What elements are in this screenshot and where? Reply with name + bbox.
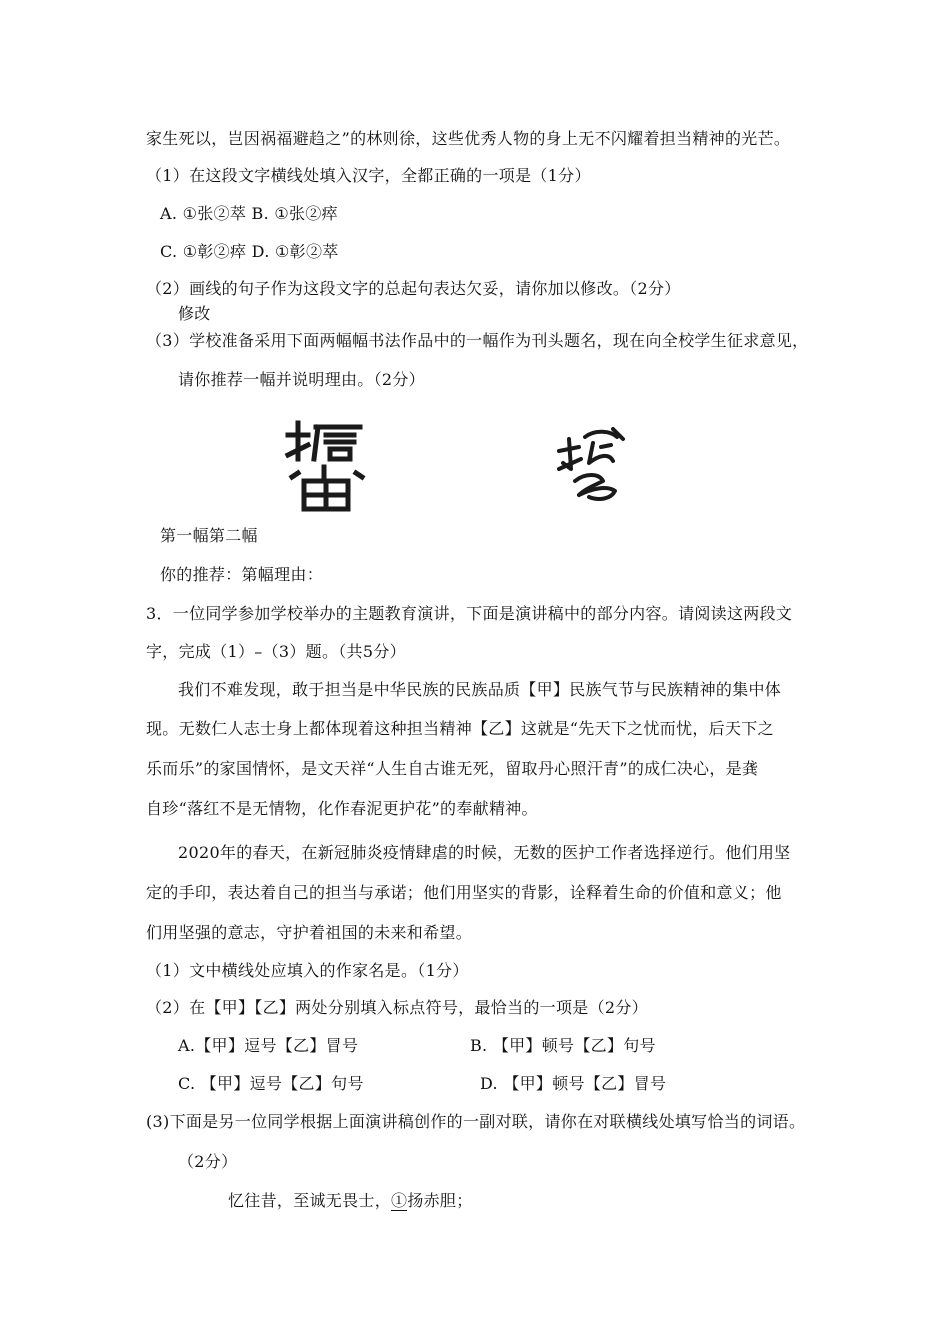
s3-question-1: （1）文中横线处应填入的作家名是。（1分） — [146, 961, 469, 980]
couplet-line — [228, 1191, 473, 1211]
calligraphy-work-2 — [555, 423, 635, 505]
calligraphy-captions: 第一幅第二幅 — [160, 526, 258, 545]
passage-1-line-2: 现。无数仁人志士身上都体现着这种担当精神【乙】这就是“先天下之忧而忧，后天下之 — [146, 719, 774, 738]
section-3-intro: 3．一位同学参加学校举办的主题教育演讲，下面是演讲稿中的部分内容。请阅读这两段文 — [146, 604, 793, 623]
passage-2-line-2: 定的手印，表达着自己的担当与承诺；他们用坚实的背影，诠释着生命的价值和意义；他 — [146, 883, 782, 902]
passage-1-line-1: 我们不难发现，敢于担当是中华民族的民族品质【甲】民族气节与民族精神的集中体 — [178, 680, 782, 699]
calligraphy-work-1 — [282, 415, 372, 515]
options-cd: C. ①彰②瘁 D. ①彰②萃 — [160, 242, 339, 261]
couplet-pre: 忆往昔，至诚无畏士， — [228, 1191, 392, 1210]
couplet-post: 扬赤胆； — [407, 1191, 473, 1210]
question-1: （1）在这段文字横线处填入汉字，全都正确的一项是（1分） — [146, 166, 591, 185]
line-1: 家生死以，岂因祸福避趋之”的林则徐，这些优秀人物的身上无不闪耀着担当精神的光芒。 — [146, 129, 791, 148]
question-3-cont: 请你推荐一幅并说明理由。（2分） — [178, 370, 425, 389]
s3-question-2: （2）在【甲】【乙】两处分别填入标点符号，最恰当的一项是（2分） — [146, 998, 648, 1017]
option-a: A.【甲】逗号【乙】冒号 — [178, 1036, 359, 1055]
passage-2-line-1: 2020年的春天，在新冠肺炎疫情肆虐的时候，无数的医护工作者选择逆行。他们用坚 — [178, 843, 791, 862]
passage-1-line-3: 乐而乐”的家国情怀，是文天祥“人生自古谁无死，留取丹心照汗青”的成仁决心，是龚 — [146, 759, 759, 778]
recommendation-line: 你的推荐：第幅理由： — [160, 565, 324, 584]
option-c: C. 【甲】逗号【乙】句号 — [178, 1074, 364, 1093]
option-d: D. 【甲】顿号【乙】冒号 — [480, 1074, 667, 1093]
question-2: （2）画线的句子作为这段文字的总起句表达欠妥，请你加以修改。（2分） — [146, 279, 681, 298]
couplet-blank-marker: ① — [391, 1191, 408, 1210]
option-b: B. 【甲】顿号【乙】句号 — [470, 1036, 656, 1055]
options-ab: A. ①张②萃 B. ①张②瘁 — [160, 204, 338, 223]
s3-question-3-points: （2分） — [178, 1152, 238, 1171]
passage-1-line-4: 自珍“落红不是无情物，化作春泥更护花”的奉献精神。 — [146, 799, 538, 818]
passage-2-line-3: 们用坚强的意志，守护着祖国的未来和希望。 — [146, 923, 473, 942]
s3-question-3: (3)下面是另一位同学根据上面演讲稿创作的一副对联，请你在对联横线处填写恰当的词语。 — [146, 1112, 806, 1131]
question-2-answer-label: 修改 — [178, 304, 211, 323]
question-3: （3）学校准备采用下面两幅幅书法作品中的一幅作为刊头题名，现在向全校学生征求意见， — [146, 331, 809, 350]
section-3-intro-cont: 字，完成（1）–（3）题。（共5分） — [146, 642, 406, 661]
